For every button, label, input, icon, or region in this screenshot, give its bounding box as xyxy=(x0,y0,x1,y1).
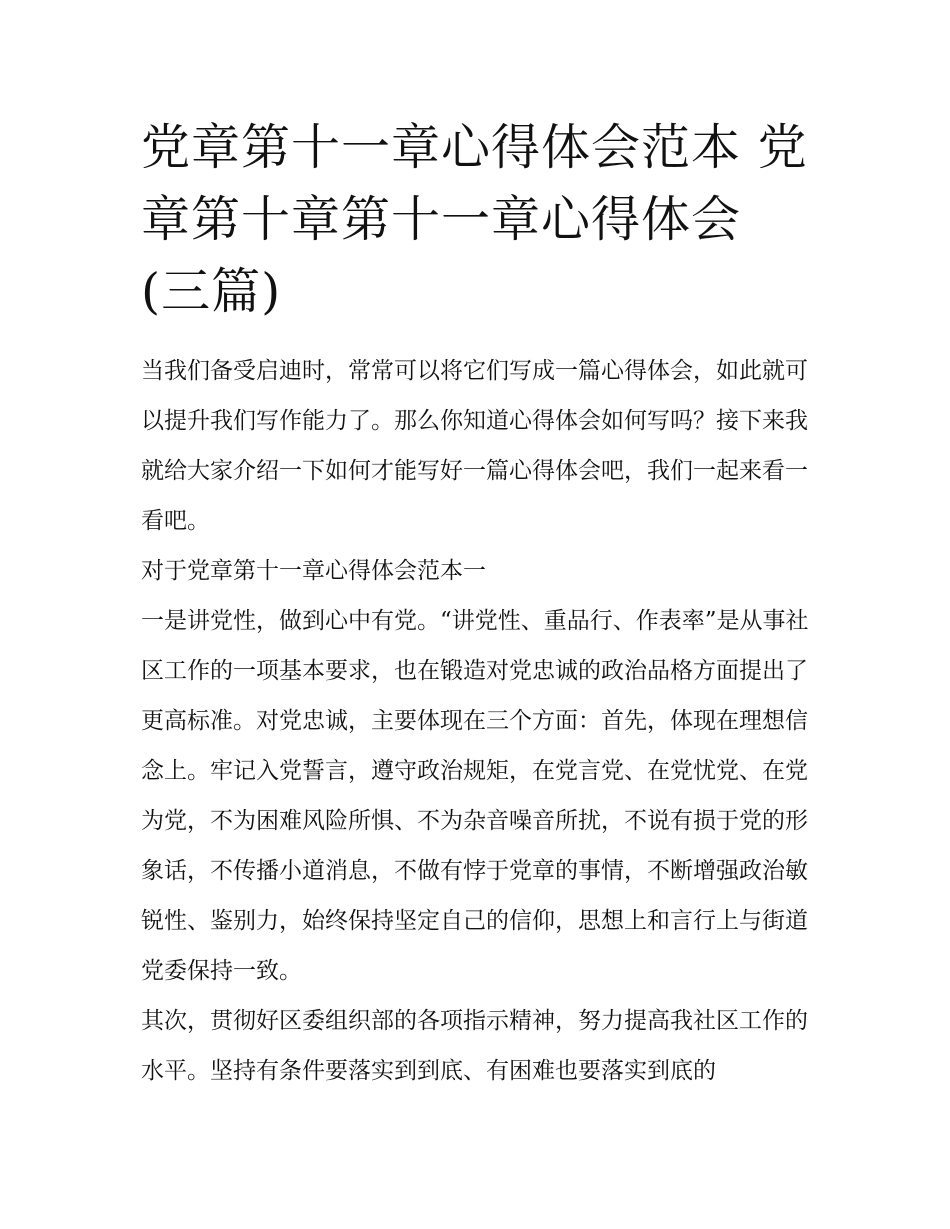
document-title: 党章第十一章心得体会范本 党章第十章第十一章心得体会(三篇) xyxy=(141,119,808,320)
section-heading: 对于党章第十一章心得体会范本一 xyxy=(141,558,486,584)
document-body xyxy=(141,112,811,1096)
intro-paragraph: 当我们备受启迪时，常常可以将它们写成一篇心得体会，如此就可以提升我们写作能力了。那么你知道心得体会如何写吗？接下来我就给大家介绍一下如何才能写好一篇心得体会吧，我们一起来看一看吧。 xyxy=(141,358,808,534)
body-paragraph-1: 一是讲党性，做到心中有党。“讲党性、重品行、作表率”是从事社区工作的一项基本要求，也在锻造对党忠诚的政治品格方面提出了更高标准。对党忠诚，主要体现在三个方面：首先，体现在理想信念上。牢记入党誓言，遵守政治规矩，在党言党、在党忧党、在党为党，不为困难风险所惧、不为杂音噪音所扰，不说有损于党的形象话，不传播小道消息，不做有悖于党章的事情，不断增强政治敏锐性、鉴别力，始终保持坚定自己的信仰，思想上和言行上与街道党委保持一致。 xyxy=(141,608,809,984)
body-paragraph-2: 其次，贯彻好区委组织部的各项指示精神，努力提高我社区工作的水平。坚持有条件要落实到到底、有困难也要落实到底的 xyxy=(141,1008,808,1084)
